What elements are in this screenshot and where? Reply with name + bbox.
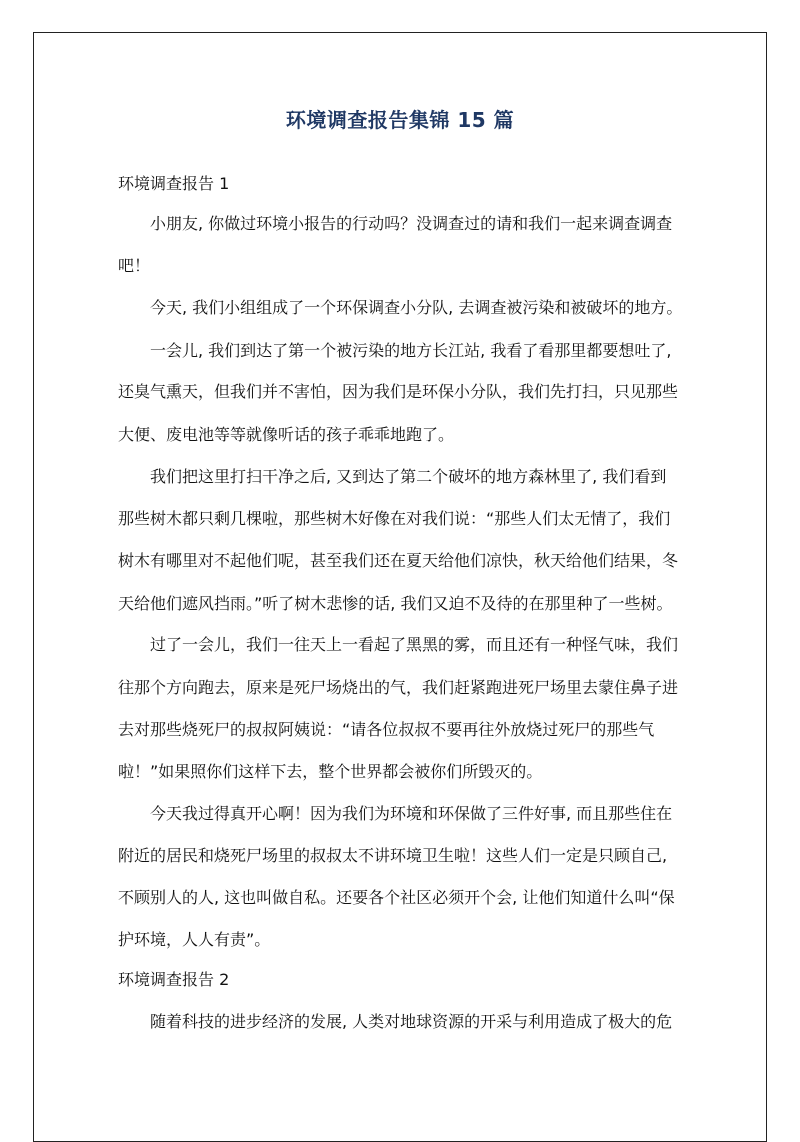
paragraph-line: 一会儿, 我们到达了第一个被污染的地方长江站, 我看了看那里都要想吐了, — [150, 341, 672, 360]
paragraph-line: 啦！”如果照你们这样下去，整个世界都会被你们所毁灭的。 — [118, 762, 543, 781]
paragraph-line: 过了一会儿，我们一往天上一看起了黑黑的雾，而且还有一种怪气味，我们 — [150, 635, 679, 654]
paragraph-line: 我们把这里打扫干净之后, 又到达了第二个破坏的地方森林里了, 我们看到 — [150, 467, 667, 486]
paragraph-line: 去对那些烧死尸的叔叔阿姨说：“请各位叔叔不要再往外放烧过死尸的那些气 — [118, 720, 655, 739]
document-title: 环境调查报告集锦 15 篇 — [285, 108, 515, 132]
paragraph-line: 那些树木都只剩几棵啦，那些树木好像在对我们说：“那些人们太无情了，我们 — [118, 509, 671, 528]
paragraph-line: 小朋友, 你做过环境小报告的行动吗？没调查过的请和我们一起来调查调查 — [150, 214, 673, 233]
paragraph-line: 吧！ — [118, 256, 151, 275]
paragraph-line: 天给他们遮风挡雨。”听了树木悲惨的话, 我们又迫不及待的在那里种了一些树。 — [118, 594, 673, 613]
paragraph-line: 附近的居民和烧死尸场里的叔叔太不讲环境卫生啦！这些人们一定是只顾自己, — [118, 846, 668, 865]
paragraph-line: 不顾别人的人, 这也叫做自私。还要各个社区必须开个会, 让他们知道什么叫“保 — [118, 888, 675, 907]
paragraph-line: 今天, 我们小组组成了一个环保调查小分队, 去调查被污染和被破坏的地方。 — [150, 298, 683, 317]
section-heading: 环境调查报告 2 — [118, 970, 230, 989]
paragraph-line: 随着科技的进步经济的发展, 人类对地球资源的开采与利用造成了极大的危 — [150, 1012, 673, 1031]
paragraph-line: 还臭气熏天，但我们并不害怕，因为我们是环保小分队，我们先打扫，只见那些 — [118, 382, 679, 401]
paragraph-line: 树木有哪里对不起他们呢，甚至我们还在夏天给他们凉快，秋天给他们结果，冬 — [118, 551, 679, 570]
paragraph-line: 大便、废电池等等就像听话的孩子乖乖地跑了。 — [118, 425, 455, 444]
paragraph-line: 往那个方向跑去，原来是死尸场烧出的气，我们赶紧跑进死尸场里去蒙住鼻子进 — [118, 678, 679, 697]
paragraph-line: 护环境，人人有责”。 — [118, 930, 271, 949]
section-heading: 环境调查报告 1 — [118, 174, 230, 193]
paragraph-line: 今天我过得真开心啊！因为我们为环境和环保做了三件好事, 而且那些住在 — [150, 804, 673, 823]
